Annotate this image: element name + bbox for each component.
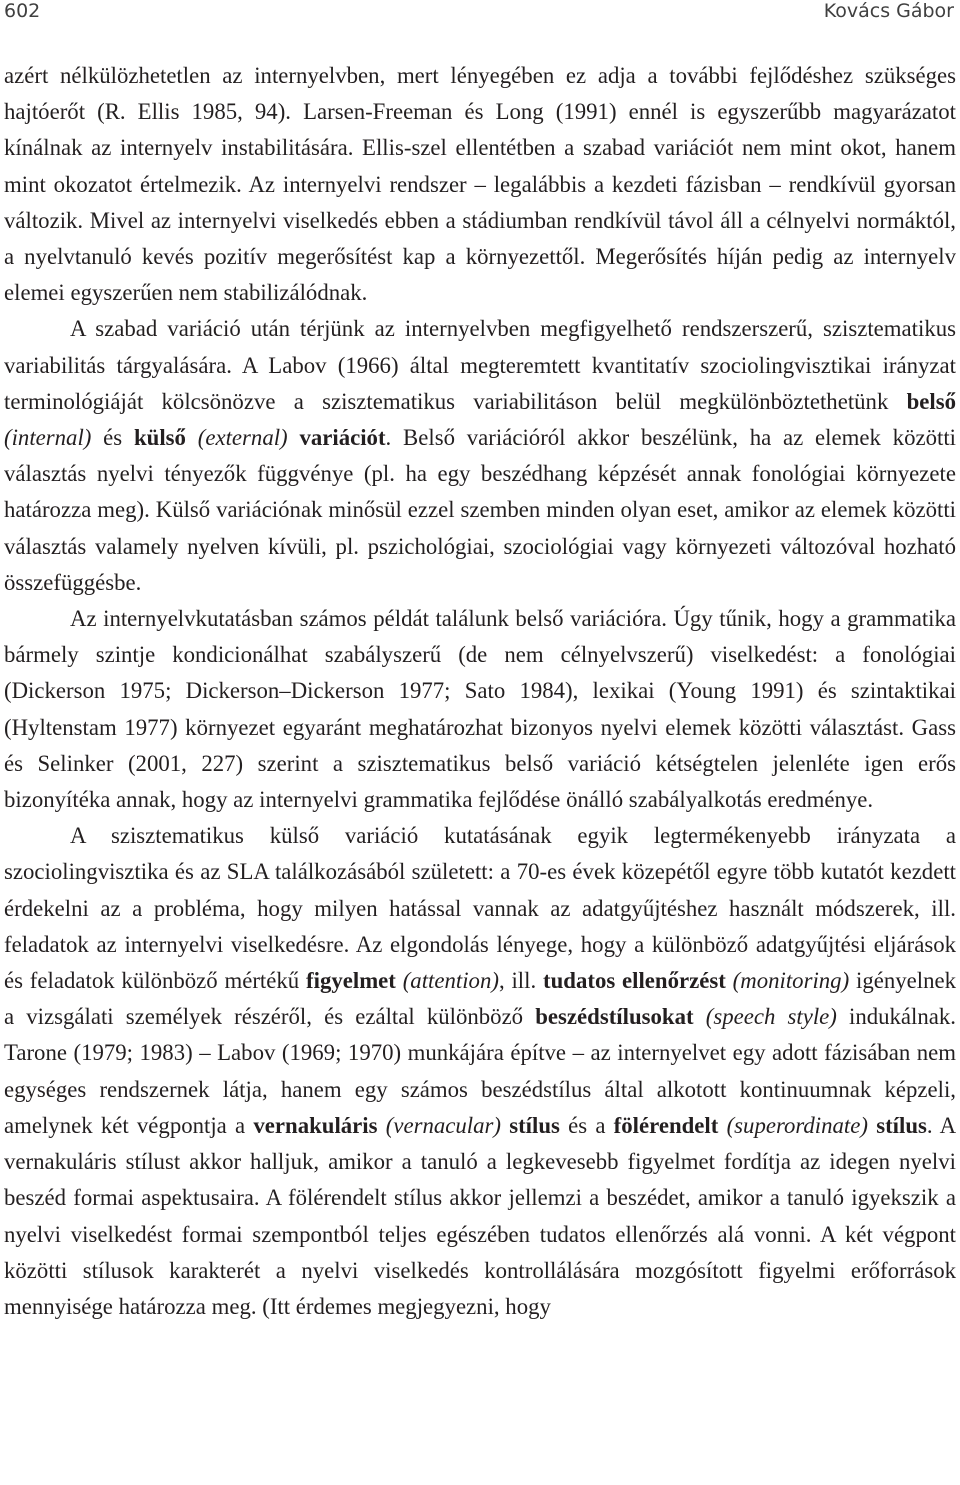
text-run: A szisztematikus külső variáció kutatásának egyik legtermékenyebb irányzata a szociolingvisztika és az SLA találkozásából született: a 70-es évek közepétől egyre több kutatót kezdett érdekelni az a probléma, hogy milyen hatással vannak az adatgyűjtéshez használt módszerek, ill. feladatok az internyelvi viselkedésre. Az elgondolás lényege, hogy a különböző adatgyűjtési eljárások és feladatok különböző mértékű <box>4 823 956 994</box>
bold-term: tudatos ellenőrzést <box>543 968 726 994</box>
running-head-author: Kovács Gábor <box>823 0 954 22</box>
bold-term: stílus <box>876 1112 927 1138</box>
bold-term: vernakuláris <box>253 1112 378 1138</box>
paragraph <box>4 601 956 818</box>
text-run: és a <box>559 1112 614 1138</box>
text-run: . Belső variációról akkor beszélünk, ha az elemek közötti választás nyelvi tényezők függvénye (pl. ha egy beszédhang képzését annak fonológiai környezete határozza meg). Külső variációnak minősül ezzel szemben minden olyan eset, amikor az elemek közötti választás valamely nyelven kívüli, pl. pszichológiai, szociológiai vagy környezeti változóval hozható összefüggésbe. <box>4 425 957 595</box>
text-run <box>694 1004 706 1029</box>
bold-term: figyelmet <box>306 968 396 994</box>
text-run <box>186 425 198 450</box>
text-run <box>378 1113 386 1138</box>
text-run: igényelnek a vizsgálati személyek részéről, és ezáltal különböző <box>4 968 957 1030</box>
text-run: Az internyelvkutatásban számos példát találunk belső variációra. Úgy tűnik, hogy a grammatika bármely szintje kondicionálhat szabályszerű (de nem célnyelvszerű) viselkedést: a fonológiai (Dickerson 1975; Dickerson–Dickerson 1977; Sato 1984), lexikai (Young 1991) és szintaktikai (Hyltenstam 1977) környezet egyaránt meghatározhat bizonyos nyelvi elemek közötti választást. Gass és Selinker (2001, 227) szerint a szisztematikus belső variáció kétségtelen jelenléte igen erős bizonyítéka annak, hogy az internyelvi grammatika fejlődése önálló szabályalkotás eredménye. <box>4 606 956 813</box>
italic-term: (speech style) <box>705 1004 837 1030</box>
text-run <box>396 968 403 993</box>
text-run: indukálnak. Tarone (1979; 1983) – Labov (1969; 1970) munkájára építve – az internyelvet egy adott fázisában nem egységes rendszernek látja, hanem egy számos beszédstílus által alkotott kontinuumnak képzeli, amelynek két végpontja a <box>4 1004 956 1138</box>
text-run <box>288 425 300 450</box>
text-run <box>501 1113 509 1138</box>
page-number: 602 <box>4 0 41 22</box>
italic-term: (attention) <box>402 968 499 994</box>
italic-term: (external) <box>197 425 288 451</box>
bold-term: fölérendelt <box>613 1112 719 1138</box>
italic-term: (vernacular) <box>385 1112 501 1138</box>
text-run <box>718 1113 726 1138</box>
paragraph <box>4 311 956 601</box>
italic-term: (monitoring) <box>732 968 850 994</box>
bold-term: variációt <box>299 425 386 451</box>
bold-term: beszédstílusokat <box>535 1004 694 1030</box>
text-run: A szabad variáció után térjünk az internyelvben megfigyelhető rendszerszerű, szisztematikus variabilitás tárgyalására. A Labov (1966) által megteremtett kvantitatív szociolingvisztikai irányzat terminológiáját kölcsönözve a szisztematikus variabilitáson belül megkülönböztethetünk <box>4 316 956 414</box>
paragraph <box>4 818 956 1325</box>
text-run <box>726 968 733 993</box>
bold-term: külső <box>133 425 186 451</box>
italic-term: (internal) <box>4 425 92 451</box>
text-run <box>868 1113 876 1138</box>
body-text <box>4 58 956 1325</box>
text-run: , ill. <box>498 968 543 994</box>
text-run: és <box>91 425 134 451</box>
text-run: azért nélkülözhetetlen az internyelvben, mert lényegében ez adja a további fejlődéshez szükséges hajtóerőt (R. Ellis 1985, 94). Larsen-Freeman és Long (1991) ennél is egyszerűbb magyarázatot kínálnak az internyelv instabilitására. Ellis-szel ellentétben a szabad variációt nem mint okot, hanem mint okozatot értelmezik. Az internyelvi rendszer – legalábbis a kezdeti fázisban – rendkívül gyorsan változik. Mivel az internyelvi viselkedés ebben a stádiumban rendkívül távol áll a célnyelvi normáktól, a nyelvtanuló kevés pozitív megerősítést kap a környezettől. Megerősítés híján pedig az internyelv elemei egyszerűen nem stabilizálódnak. <box>4 63 956 306</box>
bold-term: stílus <box>509 1112 560 1138</box>
running-head <box>0 0 960 30</box>
italic-term: (superordinate) <box>726 1112 868 1138</box>
paragraph <box>4 58 956 311</box>
bold-term: belső <box>906 388 956 414</box>
text-run: . A vernakuláris stílust akkor halljuk, amikor a tanuló a legkevesebb figyelmet fordítja az idegen nyelvi beszéd formai aspektusaira. A fölérendelt stílus akkor jellemzi a beszédet, amikor a tanuló igyekszik a nyelvi viselkedést formai szempontból teljes egészében tudatos ellenőrzés alá vonni. A két végpont közötti stílusok karakterét a nyelvi viselkedés kontrollálására mozgósított figyelmi erőforrások mennyisége határozza meg. (Itt érdemes megjegyezni, hogy <box>4 1112 957 1319</box>
